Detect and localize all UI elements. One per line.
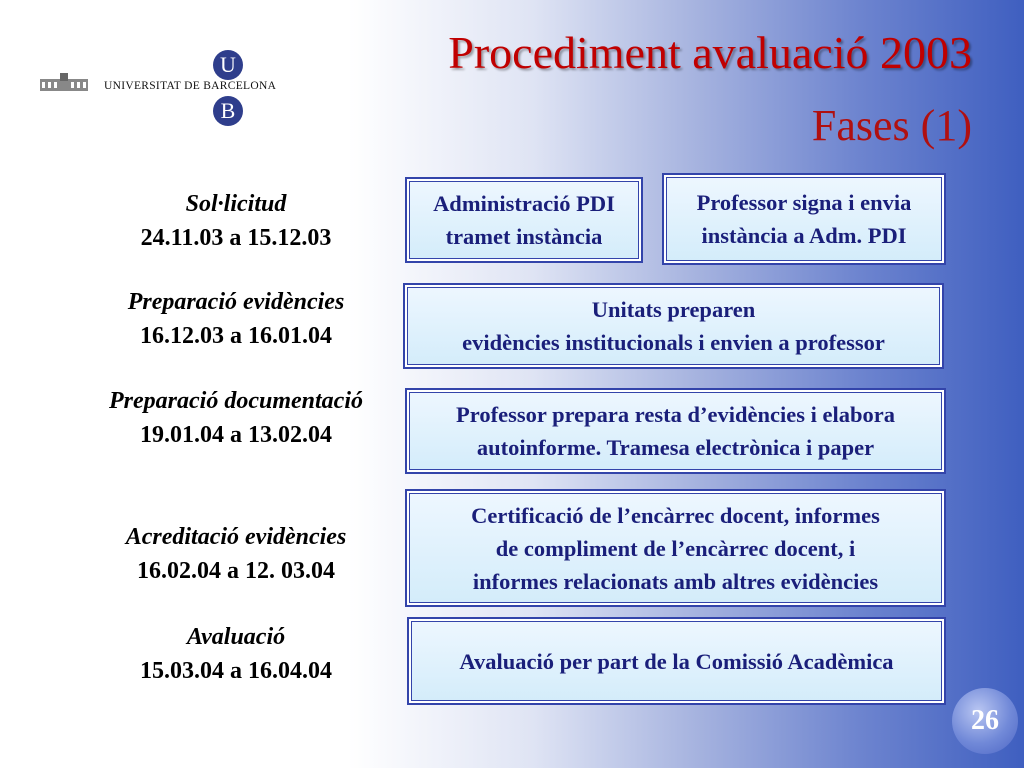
phase-acreditacio-evidencies bbox=[96, 520, 376, 588]
phase-name: Preparació documentació bbox=[109, 388, 363, 414]
box-line: de compliment de l’encàrrec docent, i bbox=[495, 535, 856, 561]
phase-name: Acreditació evidències bbox=[125, 524, 347, 550]
phase-name: Avaluació bbox=[186, 624, 286, 650]
box-line: Professor prepara resta d’evidències i elabora bbox=[456, 402, 895, 427]
box-line: Professor signa i envia bbox=[696, 190, 912, 215]
box-line: Certificació de l’encàrrec docent, informes bbox=[471, 502, 880, 528]
phase-solicitud bbox=[96, 187, 376, 255]
box-administracio-pdi bbox=[405, 177, 643, 263]
phase-dates: 15.03.04 a 16.04.04 bbox=[140, 658, 332, 684]
box-line: tramet instància bbox=[445, 224, 603, 249]
box-line: autoinforme. Tramesa electrònica i paper bbox=[476, 435, 875, 460]
logo-text: UNIVERSITAT DE BARCELONA bbox=[104, 80, 277, 92]
box-unitats-preparen bbox=[403, 283, 944, 369]
page-number-badge: 26 bbox=[952, 688, 1018, 754]
box-line: informes relacionats amb altres evidències bbox=[472, 568, 879, 594]
box-professor-prepara bbox=[405, 388, 946, 474]
box-professor-signa bbox=[662, 173, 946, 265]
phase-dates: 19.01.04 a 13.02.04 bbox=[140, 422, 332, 448]
logo-letter-u: U bbox=[213, 50, 243, 80]
slide-title: Procediment avaluació 2003 bbox=[448, 27, 972, 78]
box-line: evidències institucionals i envien a professor bbox=[462, 330, 885, 355]
box-certificacio bbox=[405, 489, 946, 607]
box-line: Avaluació per part de la Comissió Acadèmica bbox=[459, 648, 894, 674]
box-line: Administració PDI bbox=[433, 191, 615, 216]
phase-dates: 24.11.03 a 15.12.03 bbox=[140, 225, 332, 251]
logo-letter-b: B bbox=[213, 96, 243, 126]
phase-dates: 16.02.04 a 12. 03.04 bbox=[137, 558, 335, 584]
phase-preparacio-evidencies bbox=[96, 285, 376, 353]
slide-subtitle: Fases (1) bbox=[811, 101, 972, 150]
phase-name: Sol·licitud bbox=[185, 191, 287, 217]
box-line: instància a Adm. PDI bbox=[701, 223, 907, 248]
box-avaluacio-comissio bbox=[407, 617, 946, 705]
building-icon bbox=[40, 73, 88, 91]
university-logo bbox=[40, 42, 280, 132]
phase-name: Preparació evidències bbox=[127, 289, 345, 315]
phase-dates: 16.12.03 a 16.01.04 bbox=[140, 323, 332, 349]
phase-preparacio-documentacio bbox=[106, 384, 366, 452]
phase-avaluacio bbox=[96, 620, 376, 688]
box-line: Unitats preparen bbox=[591, 297, 756, 322]
